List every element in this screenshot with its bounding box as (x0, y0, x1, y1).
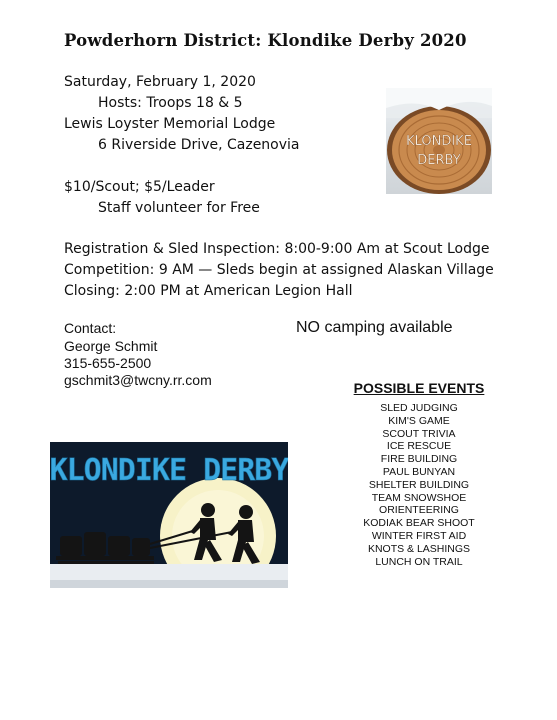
logo-text-line1: KLONDIKE (406, 134, 472, 149)
event-item: TEAM SNOWSHOE (371, 491, 467, 504)
schedule-closing: Closing: 2:00 PM at American Legion Hall (64, 283, 353, 299)
event-date: Saturday, February 1, 2020 (64, 74, 256, 90)
logo-text-line2: DERBY (417, 153, 461, 168)
event-item: SLED JUDGING (380, 402, 458, 414)
events-heading: POSSIBLE EVENTS (353, 380, 485, 396)
page-title: Powderhorn District: Klondike Derby 2020 (64, 31, 467, 50)
event-item: KNOTS & LASHINGS (367, 542, 471, 555)
banner-title-text: KLONDIKE DERBY (50, 453, 288, 488)
contact-label: Contact: (64, 320, 117, 336)
event-venue: Lewis Loyster Memorial Lodge (64, 116, 276, 132)
event-item: KIM'S GAME (388, 414, 450, 427)
contact-name: George Schmit (64, 338, 158, 354)
contact-phone: 315-655-2500 (64, 355, 152, 371)
schedule-registration: Registration & Sled Inspection: 8:00-9:00 Am at Scout Lodge (64, 241, 490, 257)
event-item: PAUL BUNYAN (382, 465, 456, 478)
event-staff-note: Staff volunteer for Free (98, 200, 260, 216)
event-item: SCOUT TRIVIA (382, 427, 456, 440)
event-item: SHELTER BUILDING (368, 478, 470, 491)
klondike-derby-logo-image (386, 88, 492, 194)
schedule-competition: Competition: 9 AM — Sleds begin at assigned Alaskan Village (64, 262, 494, 278)
events-list (340, 402, 498, 568)
event-cost: $10/Scout; $5/Leader (64, 179, 215, 195)
event-item: ICE RESCUE (386, 440, 452, 453)
event-item: FIRE BUILDING (380, 453, 458, 466)
event-hosts: Hosts: Troops 18 & 5 (98, 95, 243, 111)
event-item: WINTER FIRST AID (371, 529, 467, 542)
event-item: KODIAK BEAR SHOOT (363, 517, 475, 530)
event-address: 6 Riverside Drive, Cazenovia (98, 137, 300, 153)
contact-email: gschmit3@twcny.rr.com (64, 372, 212, 388)
camping-notice: NO camping available (296, 319, 453, 336)
event-item: LUNCH ON TRAIL (375, 555, 463, 568)
event-item: ORIENTEERING (379, 504, 459, 517)
klondike-derby-banner-image (50, 428, 288, 588)
